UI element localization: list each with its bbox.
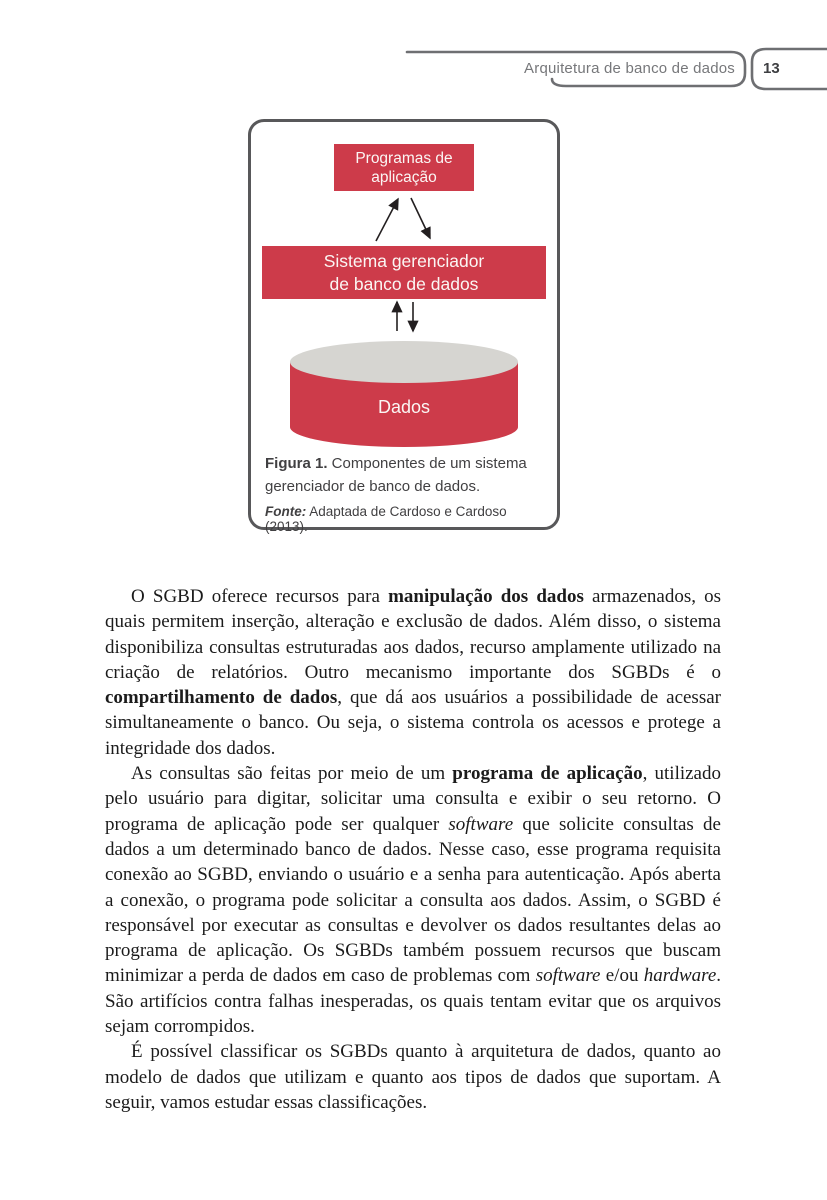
- text-run: , que dá aos usuários a possibilidade de acessar simultaneamente o banco. Ou seja, o sistema controla os acessos e protege a integridade dos dados.: [105, 687, 721, 759]
- cylinder-top: [290, 341, 518, 383]
- text-run: que solicite consultas de dados a um determinado banco de dados. Nesse caso, esse programa requisita conexão ao SGBD, enviando o usuário e a senha para autenticação. Após aberta a conexão, o programa pode solicitar a consulta aos dados. Assim, o SGBD é responsável por executar as consultas e devolver os dados resultantes delas ao programa de aplicação. Os SGBDs também possuem recursos que buscam minimizar a perda de dados em caso de problemas com: [105, 813, 721, 987]
- text-run: , utilizado pelo usuário para digitar, solicitar uma consulta e exibir o seu retorno. O programa de aplicação pode ser qualquer: [105, 763, 721, 835]
- figure-caption-text: Componentes de um sistema gerenciador de banco de dados.: [265, 455, 527, 495]
- text-run: O SGBD oferece recursos para: [131, 586, 389, 607]
- text-run: manipulação dos dados: [388, 586, 584, 607]
- application-programs-box: [334, 144, 474, 191]
- figure-source-label: Fonte:: [265, 504, 307, 519]
- figure-source-text: Adaptada de Cardoso e Cardoso (2013).: [265, 504, 507, 534]
- figure-caption-label: Figura 1.: [265, 455, 328, 472]
- application-programs-label: Programas de aplicação: [355, 149, 453, 186]
- text-run: As consultas são feitas por meio de um: [131, 763, 453, 785]
- paragraph: [105, 584, 721, 761]
- figure-caption: [265, 453, 553, 498]
- text-run: e/ou: [600, 965, 644, 987]
- cylinder-label: Dados: [377, 397, 431, 417]
- arrow-up-icon: [376, 199, 398, 241]
- text-run: É possível classificar os SGBDs quanto à arquitetura de dados, quanto ao modelo de dados que utilizam e quanto aos tipos de dados que suportam. A seguir, vamos estudar essas classificações.: [105, 1041, 721, 1113]
- dbms-box: [262, 246, 546, 299]
- text-run: programa de aplicação: [452, 763, 643, 785]
- figure-panel: [248, 119, 560, 534]
- text-run: software: [535, 965, 601, 987]
- page-number: 13: [763, 60, 780, 77]
- figure-source-note: [265, 504, 553, 534]
- running-header-title: Arquitetura de banco de dados: [524, 60, 735, 77]
- paragraph: [105, 761, 721, 1039]
- text-run: armazenados, os quais permitem inserção, alteração e exclusão de dados. Além disso, o sistema disponibiliza consultas estruturadas aos dados, recurso amplamente utilizado na criação de relatórios. Outro mecanismo importante dos SGBDs é o: [105, 586, 722, 683]
- text-run: compartilhamento de dados: [105, 687, 338, 709]
- dbms-label: Sistema gerenciador de banco de dados: [323, 250, 485, 294]
- paragraph: [105, 1039, 721, 1115]
- arrow-down-icon: [411, 198, 430, 238]
- text-run: software: [448, 813, 514, 835]
- text-run: . São artifícios contra falhas inesperadas, os quais tentam evitar que os arquivos sejam corrompidos.: [105, 965, 721, 1038]
- body-text: [105, 584, 721, 1115]
- text-run: hardware: [643, 965, 717, 987]
